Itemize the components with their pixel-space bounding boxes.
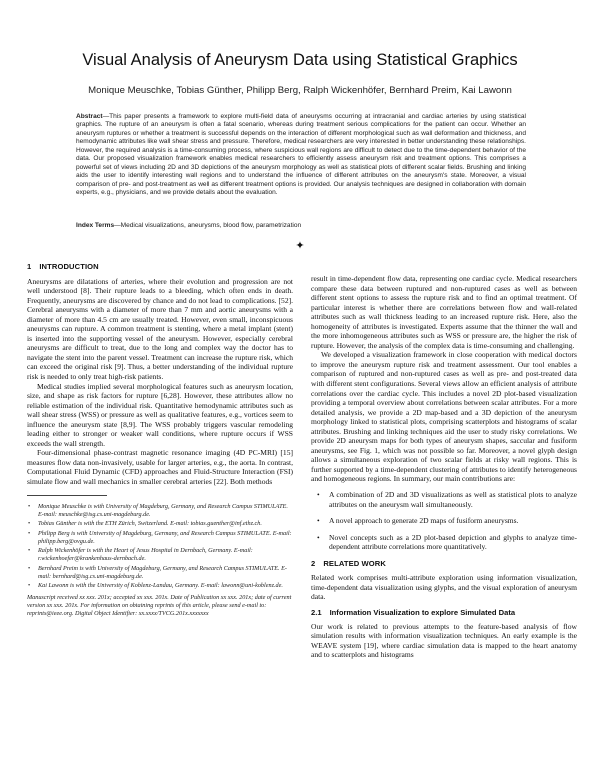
section-separator-icon: ✦	[295, 239, 305, 252]
footnote-item: • Ralph Wickenhöfer is with the Heart of Jesus Hospital in Dernbach, Germany. E-mail: r.wickenhoefer@krankenhaus-dernbach.de.	[27, 547, 293, 563]
footnote-item: • Kai Lawonn is with the University of Koblenz-Landau, Germany. E-mail: lawonn@uni-koblenz.de.	[27, 582, 293, 590]
left-column	[27, 262, 293, 617]
section-heading-related-work	[311, 559, 577, 569]
intro-paragraph-3: Four-dimensional phase-contrast magnetic resonance imaging (4D PC-MRI) [15] measures flow data non-invasively, usable for larger arteries, e.g., the aorta. In contrast, Computational Fluid Dynamic (CFD) approaches and Fluid-Structure Interaction (FSI) simulate flow and wall mechanics in smaller cerebral arteries [22]. Both methods	[27, 448, 293, 487]
subsection-heading-infovis	[311, 608, 577, 618]
contribution-item: • A combination of 2D and 3D visualizations as well as statistical plots to analyze attributes on the aneurysm wall simultaneously.	[311, 490, 577, 509]
infovis-paragraph: Our work is related to previous attempts to the feature-based analysis of flow simulation results with information visualization techniques. An early example is the WEAVE system [19], where cardiac simulation data is mapped to the heart anatomy and to scatterplots and histograms	[311, 621, 577, 660]
subsection-title: Information Visualization to explore Simulated Data	[329, 607, 516, 617]
author-list: Monique Meuschke, Tobias Günther, Philipp Berg, Ralph Wickenhöfer, Bernhard Preim, Kai Lawonn	[88, 85, 512, 96]
footnote-item: • Tobias Günther is with the ETH Zürich, Switzerland. E-mail: tobias.guenther@inf.ethz.ch.	[27, 520, 293, 528]
contribution-item: • A novel approach to generate 2D maps of fusiform aneurysms.	[311, 516, 577, 526]
paper-title: Visual Analysis of Aneurysm Data using Statistical Graphics	[82, 51, 518, 69]
contribution-list	[311, 490, 577, 552]
index-terms-text: —Medical visualizations, aneurysms, blood flow, parametrization	[114, 222, 302, 229]
author-footnotes	[27, 503, 293, 591]
contribution-item: • Novel concepts such as a 2D plot-based depiction and glyphs to analyze time-dependent attribute correlations more quantitatively.	[311, 533, 577, 552]
intro-paragraph-5: We developed a visualization framework in close cooperation with medical doctors to improve the aneurysm rupture risk and treatment assessment. Our tool enables a comparison of ruptured and non-ruptured cases as well as pre- and post-treated data with different stent configurations. Several views allow an efficient analysis of attribute correlations over the cardiac cycle. This includes a novel 2D plot-based visualization providing a temporal overview about correlations between scalar attributes. For a more detailed analysis, we provide a 2D map-based and a 3D depiction of the aneurysm morphology linked to statistical plots, comprising scatterplots and histograms of scalar attributes. Brushing and linking techniques aid the user to study risky correlations. We provide 2D aneurysm maps for both types of aneurysm shapes, saccular and fusiform aneurysms, see Fig. 1, which was not possible so far. Moreover, a novel glyph design allows a simultaneous exploration of two scalar fields at risky wall regions. This is further supported by a time-dependent clustering of attributes to identify heterogeneous and homogeneous regions. In summary, our main contributions are:	[311, 350, 577, 484]
section-number: 1	[27, 262, 32, 271]
subsection-number: 2.1	[311, 607, 322, 617]
right-column	[311, 274, 577, 660]
intro-paragraph-4: result in time-dependent flow data, representing one cardiac cycle. Medical researchers compare these data between ruptured and non-ruptured cases as well as between different stent options to assess the rupture risk and to find an optimal treatment. Of particular interest is whether there are correlations between flow and wall-related attributes such as wall thickness leading to an increased rupture risk. Here, also the homogeneity of attributes is investigated. Experts assume that the thinner the wall and the more inhomogeneous attributes such as WSS or pressure are, the higher the risk of rupture. However, the analysis of the complex data is time-consuming and challenging.	[311, 274, 577, 350]
related-work-paragraph: Related work comprises multi-attribute exploration using information visualization, time-dependent data visualization using glyphs, and the visual exploration of aneurysm data.	[311, 573, 577, 602]
section-title: RELATED WORK	[323, 558, 386, 568]
index-terms-label: Index Terms	[76, 222, 115, 229]
section-heading-introduction	[27, 262, 293, 272]
abstract	[76, 113, 526, 198]
index-terms	[76, 222, 526, 230]
footnote-item: • Monique Meuschke is with University of Magdeburg, Germany, and Research Campus STIMULATE. E-mail: meuschke@isg.cs.uni-magdeburg.de.	[27, 503, 293, 519]
manuscript-info: Manuscript received xx xxx. 201x; accepted xx xxx. 201x. Date of Publication xx xxx. 201x; date of current version xx xxx. 201x. For information on obtaining reprints of this article, please send e-mail to: reprints@ieee.org. Digital Object Identifier: xx.xxxx/TVCG.201x.xxxxxxx	[27, 594, 292, 617]
footnote-item: • Bernhard Preim is with University of Magdeburg, Germany, and Research Campus STIMULATE. E-mail: bernhard@isg.cs.uni-magdeburg.de.	[27, 565, 293, 581]
footnote-divider	[27, 495, 107, 496]
abstract-label: Abstract	[76, 113, 103, 120]
section-number: 2	[311, 558, 316, 568]
abstract-text: —This paper presents a framework to explore multi-field data of aneurysms occurring at intracranial and cardiac arteries by using statistical graphics. The rupture of an aneurysm is often a fatal scenario, whereas during treatment serious complications for the patient can occur. Whether an aneurysm ruptures or whether a treatment is successful depends on the interaction of different morphological such as wall deformation and thickness, and hemodynamic attributes like wall shear stress and pressure. Therefore, medical researchers are very interested in better understanding these relationships. However, the required analysis is a time-consuming process, where suspicious wall regions are difficult to detect due to the time-dependent behavior of the data. Our proposed visualization framework enables medical researchers to efficiently assess aneurysm risk and treatment options. This comprises a powerful set of views including 2D and 3D depictions of the aneurysm morphology as well as statistical plots of different scalar fields. Brushing and linking aids the user to identify interesting wall regions and to understand the influence of different attributes on the aneurysm's state. Moreover, a visual comparison of pre- and post-treatment as well as different treatment options is provided. Our analysis techniques are designed in collaboration with domain experts, e.g., physicians, and we provide details about the evaluation.	[76, 113, 526, 197]
intro-paragraph-2: Medical studies implied several morphological features such as aneurysm location, size, and shape as risk factors for rupture [6,28]. However, these attributes allow no reliable estimation of the individual risk. Quantitative hemodynamic attributes such as wall shear stress (WSS) or pressure as well as qualitative features, e.g., vortices seem to influence the aneurysm state [8,9]. The WSS probably triggers vascular remodeling leading either to stronger or weaker wall conditions, where rupture occurs if WSS exceeds the wall strength.	[27, 381, 293, 448]
intro-paragraph-1: Aneurysms are dilatations of arteries, where their evolution and progression are not well understood [8]. Their rupture leads to a bleeding, which often ends in death. Frequently, aneurysms are discovered by chance and do not lead to complications. [52]. Cerebral aneurysms with a diameter of more than 7 mm and aortic aneurysms with a diameter of more than 4.5 cm are usually treated. However, even small, inconspicuous aneurysms can rupture. A common treatment is stenting, where a metal implant (stent) is inserted into the supporting vessel of the aneurysm. However, especially cerebral aneurysms are difficult to treat, due to the long and complex way the doctor has to navigate the stent into the parent vessel. Treatment can increase the rupture risk, which can exceed the original risk [9]. Thus, a better understanding of the individual rupture risk is needed to only treat high-risk patients.	[27, 276, 293, 382]
footnote-item: • Philipp Berg is with University of Magdeburg, Germany, and Research Campus STIMULATE. E-mail: philipp.berg@ovgu.de.	[27, 530, 293, 546]
section-title: INTRODUCTION	[39, 262, 99, 271]
